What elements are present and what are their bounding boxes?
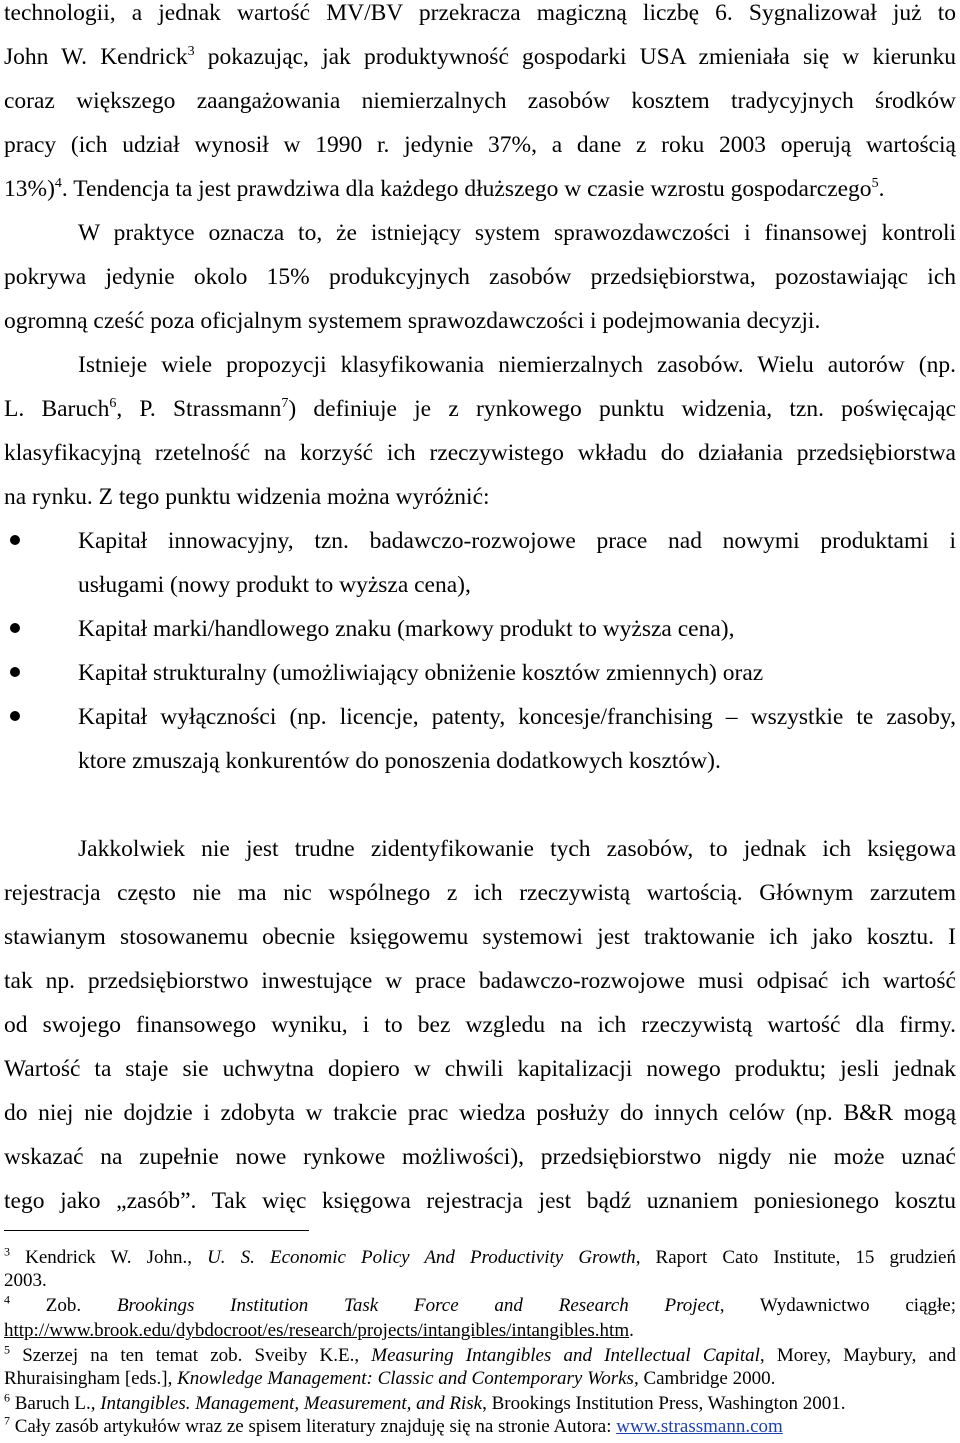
footnote-number: 7: [4, 1413, 10, 1428]
list-item: [78, 706, 956, 730]
text-line: [4, 1146, 956, 1170]
text-line: [4, 46, 956, 70]
footnote-separator: [4, 1230, 309, 1231]
text: Kendrick W. John.,: [10, 1247, 208, 1268]
footnote-3-cont: [4, 1271, 956, 1290]
footnote-6: [4, 1390, 956, 1414]
text: coraz większego zaangażowania niemierzalnych zasobów kosztem tradycyjnych środków: [4, 88, 956, 114]
bullet-icon: [10, 535, 20, 545]
text: W praktyce oznacza to, że istniejący system sprawozdawczości i finansowej kontroli: [78, 220, 956, 246]
text: Jakkolwiek nie jest trudne zidentyfikowanie tych zasobów, to jednak ich księgowa: [78, 836, 956, 862]
footnote-number: 6: [4, 1390, 10, 1405]
footnote-3: [4, 1244, 956, 1268]
text: Kapitał strukturalny (umożliwiający obniżenie kosztów zmiennych) oraz: [78, 660, 764, 686]
text: . Tendencja ta jest prawdziwa dla każdego dłuższego w czasie wzrostu gospodarczego: [61, 176, 872, 202]
text-line: [78, 222, 956, 246]
text: , Wydawnictwo ciągłe;: [719, 1295, 956, 1316]
text: 2003.: [4, 1270, 47, 1291]
text: ) definiuje je z rynkowego punktu widzenia, tzn. poświęcając: [288, 396, 957, 422]
citation-title: U. S. Economic Policy And Productivity Growth: [207, 1247, 636, 1268]
list-item: [78, 618, 956, 642]
text: pokazując, jak produktywność gospodarki USA zmieniała się w kierunku: [194, 44, 956, 70]
footnote-ref[interactable]: 4: [54, 176, 62, 192]
text: ogromną cześć poza oficjalnym systemem sprawozdawczości i podejmowania decyzji.: [4, 308, 821, 334]
text: rejestracja często nie ma nic wspólnego z ich rzeczywistą wartością. Głównym zarzutem: [4, 880, 956, 906]
text: .: [629, 1320, 634, 1341]
list-item-cont: [78, 750, 956, 774]
footnote-ref[interactable]: 7: [281, 396, 289, 412]
list-item: [78, 530, 956, 554]
text: tego jako „zasób”. Tak więc księgowa rejestracja jest bądź uznaniem poniesionego kosztu: [4, 1188, 956, 1214]
footnote-5-cont: [4, 1369, 956, 1388]
footnote-number: 5: [4, 1342, 10, 1357]
text: Istnieje wiele propozycji klasyfikowania niemierzalnych zasobów. Wielu autorów (np.: [78, 352, 956, 378]
text-line: [4, 266, 956, 290]
text-line: [4, 90, 956, 114]
text-line: [4, 1102, 956, 1126]
text: Baruch L.,: [10, 1393, 101, 1414]
list-item-cont: [78, 574, 956, 598]
text: , P. Strassmann: [116, 396, 282, 422]
text: Cały zasób artykułów wraz ze spisem literatury znajduję się na stronie Autora:: [10, 1416, 617, 1437]
text-line: [4, 442, 956, 466]
citation-title: Intangibles. Management, Measurement, and Risk: [100, 1393, 483, 1414]
footnote-number: 3: [4, 1244, 10, 1259]
footnote-4: [4, 1292, 956, 1316]
text-line: [4, 1190, 956, 1214]
footnote-ref[interactable]: 6: [109, 396, 117, 412]
text-line: [4, 970, 956, 994]
text: Rhuraisingham [eds.],: [4, 1368, 178, 1389]
text: Zob.: [10, 1295, 117, 1316]
text: , Raport Cato Institute, 15 grudzień: [635, 1247, 956, 1268]
text-line: [78, 838, 956, 862]
text: L. Baruch: [4, 396, 110, 422]
citation-title: Measuring Intangibles and Intellectual Capital: [371, 1345, 760, 1366]
text-line: [4, 310, 956, 334]
citation-title: Brookings Institution Task Force and Research Project: [116, 1295, 720, 1316]
text-line: [4, 2, 956, 26]
text: pokrywa jedynie okolo 15% produkcyjnych zasobów przedsiębiorstwa, pozostawiając ich: [4, 264, 956, 290]
footnote-7: [4, 1413, 956, 1437]
text: usługami (nowy produkt to wyższa cena),: [78, 572, 471, 598]
text: Kapitał wyłączności (np. licencje, patenty, koncesje/franchising – wszystkie te zasoby,: [78, 704, 956, 730]
footnote-ref[interactable]: 3: [187, 44, 195, 60]
text-line: [4, 134, 956, 158]
text: , Morey, Maybury, and: [759, 1345, 956, 1366]
text: Szerzej na ten temat zob. Sveiby K.E.,: [10, 1345, 372, 1366]
text-line: [4, 1058, 956, 1082]
text: Kapitał marki/handlowego znaku (markowy produkt to wyższa cena),: [78, 616, 735, 642]
text: pracy (ich udział wynosił w 1990 r. jedynie 37%, a dane z roku 2003 operują wartością: [4, 132, 956, 158]
text: na rynku. Z tego punktu widzenia można wyróżnić:: [4, 484, 490, 510]
text: od swojego finansowego wyniku, i to bez wzgledu na ich rzeczywistą wartość dla firmy.: [4, 1012, 956, 1038]
footnote-link[interactable]: http://www.brook.edu/dybdocroot/es/research/projects/intangibles/intangibles.htm: [4, 1320, 630, 1341]
text: klasyfikacyjną rzetelność na korzyść ich rzeczywistego wkładu do działania przedsiębiorstwa: [4, 440, 956, 466]
text-line: [4, 398, 956, 422]
text-line: [78, 354, 956, 378]
text: Wartość ta staje sie uchwytna dopiero w chwili kapitalizacji nowego produktu; jesli jednak: [4, 1056, 956, 1082]
author-website-link[interactable]: www.strassmann.com: [616, 1416, 783, 1437]
bullet-icon: [10, 711, 20, 721]
text: .: [878, 176, 885, 202]
bullet-icon: [10, 667, 20, 677]
bullet-icon: [10, 623, 20, 633]
text: John W. Kendrick: [4, 44, 188, 70]
footnote-ref[interactable]: 5: [871, 176, 879, 192]
text-line: [4, 882, 956, 906]
text: , Cambridge 2000.: [633, 1368, 776, 1389]
text-line: [4, 1014, 956, 1038]
text-line: [4, 486, 956, 510]
text: technologii, a jednak wartość MV/BV przekracza magiczną liczbę 6. Sygnalizował już to: [4, 0, 956, 26]
citation-title: Knowledge Management: Classic and Contemporary Works: [177, 1368, 634, 1389]
footnote-4-cont: [4, 1321, 956, 1340]
text: do niej nie dojdzie i zdobyta w trakcie prac wiedza posłuży do innych celów (np. B&R mogą: [4, 1100, 956, 1126]
footnote-number: 4: [4, 1292, 10, 1307]
text-line: [4, 926, 956, 950]
text-line: [4, 178, 956, 202]
text: stawianym stosowanemu obecnie księgowemu systemowi jest traktowanie ich jako kosztu. I: [4, 924, 956, 950]
text: , Brookings Institution Press, Washington 2001.: [482, 1393, 846, 1414]
footnote-5: [4, 1342, 956, 1366]
text: 13%): [4, 176, 55, 202]
text: tak np. przedsiębiorstwo inwestujące w prace badawczo-rozwojowe musi odpisać ich wartość: [4, 968, 956, 994]
text: wskazać na zupełnie nowe rynkowe możliwości), przedsiębiorstwo nigdy nie może uznać: [4, 1144, 956, 1170]
text: ktore zmuszają konkurentów do ponoszenia dodatkowych kosztów).: [78, 748, 721, 774]
list-item: [78, 662, 956, 686]
text: Kapitał innowacyjny, tzn. badawczo-rozwojowe prace nad nowymi produktami i: [78, 528, 956, 554]
